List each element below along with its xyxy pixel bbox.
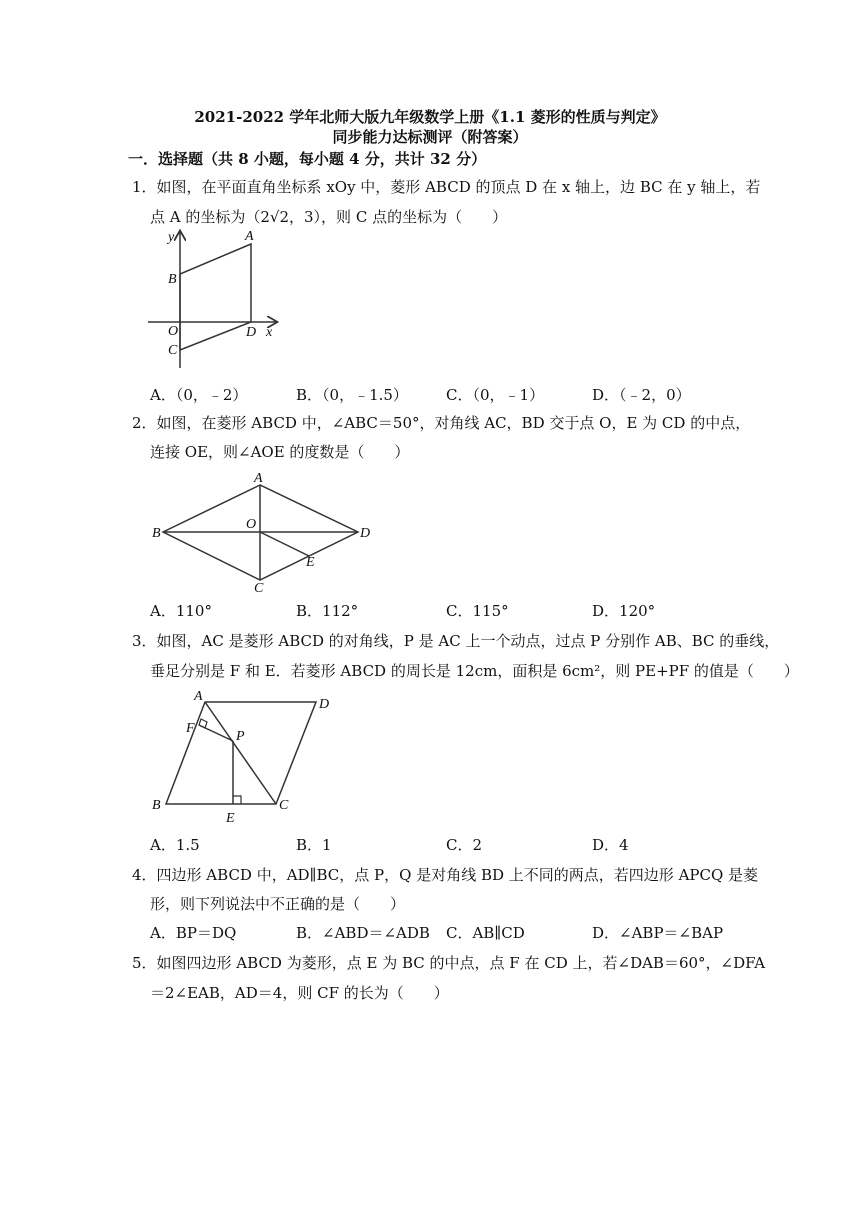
question-3-line1: 3．如图，AC 是菱形 ABCD 的对角线，P 是 AC 上一个动点，过点 P 分别作 AB、BC 的垂线， <box>132 632 780 650</box>
label-f: F <box>186 721 195 736</box>
question-4-option-d[interactable]: D．∠ABP＝∠BAP <box>592 924 724 942</box>
question-4-line1: 4．四边形 ABCD 中，AD∥BC，点 P，Q 是对角线 BD 上不同的两点，若四边形 APCQ 是菱 <box>132 866 759 884</box>
label-d: D <box>246 325 257 340</box>
rhombus-abcd <box>180 244 251 350</box>
question-1-option-d[interactable]: D．（﹣2，0） <box>592 386 691 404</box>
section-heading: 一．选择题（共 8 小题，每小题 4 分，共计 32 分） <box>128 150 487 168</box>
question-3-figure <box>146 688 346 828</box>
label-e: E <box>226 811 235 826</box>
question-3-option-c[interactable]: C．2 <box>446 836 483 854</box>
question-3-option-a[interactable]: A．1.5 <box>150 836 200 854</box>
question-1-line1: 1．如图，在平面直角坐标系 xOy 中，菱形 ABCD 的顶点 D 在 x 轴上，边 BC 在 y 轴上，若 <box>132 178 761 196</box>
question-2-figure <box>148 470 378 595</box>
question-4-option-c[interactable]: C．AB∥CD <box>446 924 525 942</box>
question-5-line1: 5．如图四边形 ABCD 为菱形，点 E 为 BC 的中点，点 F 在 CD 上，若∠DAB＝60°，∠DFA <box>132 954 766 972</box>
question-2-option-b[interactable]: B．112° <box>296 602 359 620</box>
question-2-option-c[interactable]: C．115° <box>446 602 509 620</box>
label-e: E <box>306 555 315 570</box>
question-4-option-a[interactable]: A．BP＝DQ <box>150 924 237 942</box>
document-title-line2: 同步能力达标测评（附答案） <box>332 128 528 146</box>
label-a: A <box>194 689 203 704</box>
question-1-line2: 点 A 的坐标为（2√2，3），则 C 点的坐标为（ ） <box>150 208 508 226</box>
question-2-line1: 2．如图，在菱形 ABCD 中，∠ABC＝50°，对角线 AC，BD 交于点 O，E 为 CD 的中点， <box>132 414 751 432</box>
label-c: C <box>254 581 264 596</box>
label-b: B <box>168 272 177 287</box>
label-b: B <box>152 798 161 813</box>
label-y: y <box>168 230 175 245</box>
question-3-option-b[interactable]: B．1 <box>296 836 332 854</box>
label-c: C <box>279 798 289 813</box>
question-2-option-d[interactable]: D．120° <box>592 602 656 620</box>
question-1-option-a[interactable]: A．（0，﹣2） <box>150 386 248 404</box>
question-1-option-c[interactable]: C．（0，﹣1） <box>446 386 545 404</box>
question-2-line2: 连接 OE，则∠AOE 的度数是（ ） <box>150 443 410 461</box>
label-o: O <box>246 517 257 532</box>
label-p: P <box>236 729 245 744</box>
label-d: D <box>360 526 371 541</box>
question-3-option-d[interactable]: D．4 <box>592 836 629 854</box>
right-angle-mark-f <box>199 719 207 728</box>
label-x: x <box>266 325 273 340</box>
document-title-line1: 2021-2022 学年北师大版九年级数学上册《1.1 菱形的性质与判定》 <box>194 108 666 126</box>
label-b: B <box>152 526 161 541</box>
question-5-line2: ＝2∠EAB，AD＝4，则 CF 的长为（ ） <box>150 984 449 1002</box>
question-1-figure <box>140 226 290 376</box>
label-c: C <box>168 343 178 358</box>
question-4-option-b[interactable]: B．∠ABD＝∠ADB <box>296 924 430 942</box>
question-2-option-a[interactable]: A．110° <box>150 602 212 620</box>
label-o: O <box>168 324 179 339</box>
label-d: D <box>319 697 330 712</box>
diagonal-ac <box>205 702 276 804</box>
label-a: A <box>245 229 254 244</box>
question-1-option-b[interactable]: B．（0，﹣1.5） <box>296 386 408 404</box>
segment-oe <box>260 532 309 556</box>
label-a: A <box>254 471 263 486</box>
right-angle-mark-e <box>233 796 241 804</box>
question-4-line2: 形，则下列说法中不正确的是（ ） <box>150 895 406 913</box>
question-3-line2: 垂足分别是 F 和 E．若菱形 ABCD 的周长是 12cm，面积是 6cm²，则 PE+PF 的值是（ ） <box>150 662 799 680</box>
